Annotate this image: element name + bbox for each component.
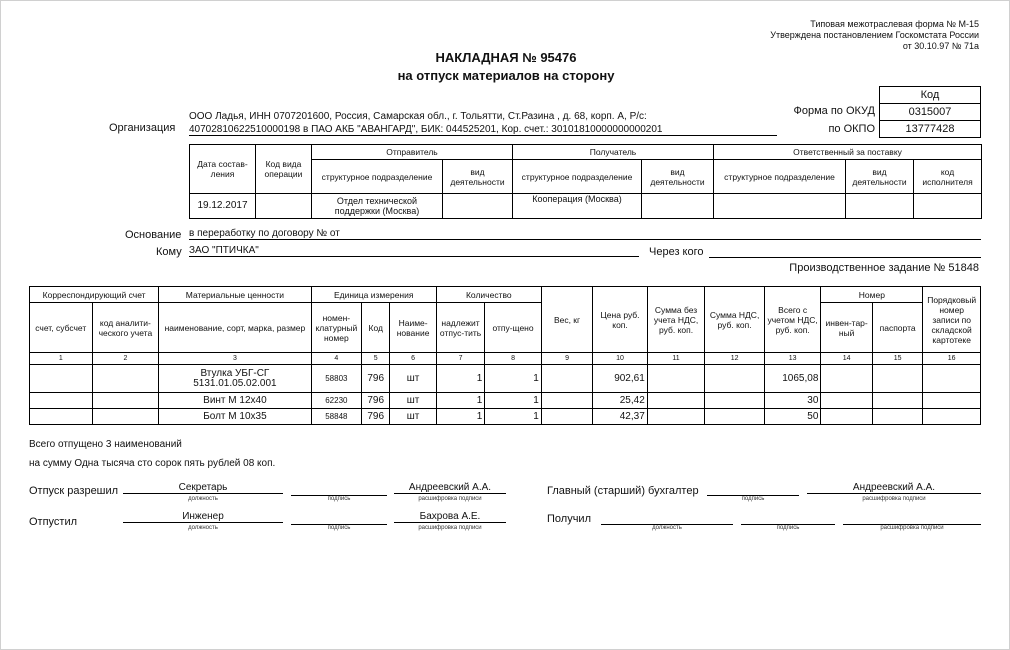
col-number: 3 <box>159 353 311 365</box>
materials-table <box>29 286 981 425</box>
row-weight <box>541 393 592 409</box>
caption-signature: подпись <box>776 525 800 531</box>
col-number: 6 <box>390 353 436 365</box>
op-code-value <box>256 194 312 219</box>
h-to-release: надлежит отпус-тить <box>436 303 484 353</box>
row-name: Болт М 10х35 <box>159 409 311 425</box>
chief-accountant-name: Андреевский А.А. <box>807 482 981 494</box>
released-label: Отпустил <box>29 516 78 528</box>
organization-line-2: 40702810622510000198 в ПАО АКБ "АВАНГАРД", БИК: 044525201, Кор. счет.: 30101810000000000201 <box>189 124 777 136</box>
table-row <box>30 393 981 409</box>
row-code: 796 <box>362 409 390 425</box>
row-price: 42,37 <box>593 409 648 425</box>
col-number: 16 <box>923 353 981 365</box>
caption-signature: подпись <box>327 496 351 502</box>
sender-activity-header: вид деятельности <box>443 160 513 194</box>
via-label: Через кого <box>649 246 704 258</box>
caption-decode: расшифровка подписи <box>880 525 944 531</box>
col-number: 1 <box>30 353 93 365</box>
h-sum-novat: Сумма без учета НДС, руб. коп. <box>647 287 705 353</box>
to-label: Кому <box>156 246 182 258</box>
organization-label: Организация <box>109 122 176 134</box>
row-price: 25,42 <box>593 393 648 409</box>
row-inv <box>821 365 872 393</box>
sender-header: Отправитель <box>312 145 513 160</box>
title-line-2: на отпуск материалов на сторону <box>397 68 615 83</box>
released-name: Бахрова А.Е. <box>394 511 506 523</box>
row-total: 1065,08 <box>764 365 821 393</box>
row-released: 1 <box>485 365 542 393</box>
row-sum-novat <box>647 365 705 393</box>
row-inv <box>821 409 872 425</box>
h-price: Цена руб. коп. <box>593 287 648 353</box>
col-number: 12 <box>705 353 765 365</box>
row-to-release: 1 <box>436 393 484 409</box>
date-value: 19.12.2017 <box>190 194 256 219</box>
row-price: 902,61 <box>593 365 648 393</box>
column-numbers-row <box>30 353 981 365</box>
receiver-unit-value: Кооперация (Москва) <box>513 194 642 219</box>
receiver-header: Получатель <box>513 145 714 160</box>
row-analytic <box>92 365 159 393</box>
row-code: 796 <box>362 393 390 409</box>
row-analytic <box>92 393 159 409</box>
summary-count: Всего отпущено 3 наименований <box>29 439 182 450</box>
row-weight <box>541 409 592 425</box>
h-vat: Сумма НДС, руб. коп. <box>705 287 765 353</box>
released-position: Инженер <box>123 511 283 523</box>
responsible-struct-header: структурное подразделение <box>714 160 846 194</box>
okud-label: Форма по ОКУД <box>793 105 875 117</box>
col-number: 7 <box>436 353 484 365</box>
form-line-2: Утверждена постановлением Госкомстата России <box>770 30 979 40</box>
okud-value: 0315007 <box>880 104 981 121</box>
sender-unit-value: Отдел технической поддержки (Москва) <box>312 194 443 219</box>
col-number: 10 <box>593 353 648 365</box>
row-inv <box>821 393 872 409</box>
col-number: 4 <box>311 353 361 365</box>
h-number: Номер <box>821 287 923 303</box>
row-sum-novat <box>647 393 705 409</box>
via-line <box>709 257 981 258</box>
date-header: Дата состав-ления <box>190 145 256 194</box>
h-material: Материальные ценности <box>159 287 311 303</box>
h-qty: Количество <box>436 287 541 303</box>
col-number: 5 <box>362 353 390 365</box>
responsible-activity-value <box>846 194 914 219</box>
h-code: Код <box>362 303 390 353</box>
caption-decode: расшифровка подписи <box>862 496 926 502</box>
row-account <box>30 409 93 425</box>
op-code-header: Код вида операции <box>256 145 312 194</box>
responsible-unit-value <box>714 194 846 219</box>
h-account: счет, субсчет <box>30 303 93 353</box>
row-passport <box>872 409 922 425</box>
row-passport <box>872 393 922 409</box>
row-total: 30 <box>764 393 821 409</box>
table-row <box>30 365 981 393</box>
row-total: 50 <box>764 409 821 425</box>
row-nomen: 58848 <box>311 409 361 425</box>
h-weight: Вес, кг <box>541 287 592 353</box>
row-account <box>30 393 93 409</box>
col-number: 11 <box>647 353 705 365</box>
row-sum-novat <box>647 409 705 425</box>
col-number: 13 <box>764 353 821 365</box>
col-number: 15 <box>872 353 922 365</box>
release-allowed-name: Андреевский А.А. <box>394 482 506 494</box>
row-vat <box>705 365 765 393</box>
h-nomen: номен-клатурный номер <box>311 303 361 353</box>
row-vat <box>705 409 765 425</box>
row-nomen: 58803 <box>311 365 361 393</box>
caption-signature: подпись <box>327 525 351 531</box>
responsible-activity-header: вид деятельности <box>846 160 914 194</box>
responsible-header: Ответственный за поставку <box>714 145 982 160</box>
row-vat <box>705 393 765 409</box>
code-box <box>879 86 981 138</box>
h-analytic: код аналити-ческого учета <box>92 303 159 353</box>
caption-position: должность <box>188 496 218 502</box>
row-weight <box>541 365 592 393</box>
row-passport <box>872 365 922 393</box>
col-number: 9 <box>541 353 592 365</box>
summary-amount: на сумму Одна тысяча сто сорок пять рублей 08 коп. <box>29 458 276 469</box>
row-to-release: 1 <box>436 409 484 425</box>
chief-accountant-label: Главный (старший) бухгалтер <box>547 485 699 497</box>
h-order: Порядковый номер записи по складской картотеке <box>923 287 981 353</box>
document-title <box>301 49 711 85</box>
row-nomen: 62230 <box>311 393 361 409</box>
executor-code-value <box>914 194 982 219</box>
row-name: Втулка УБГ-СГ 5131.01.05.02.001 <box>159 365 311 393</box>
row-order <box>923 409 981 425</box>
receiver-activity-header: вид деятельности <box>642 160 714 194</box>
h-corr: Корреспондирующий счет <box>30 287 159 303</box>
top-table <box>189 144 982 219</box>
release-allowed-label: Отпуск разрешил <box>29 485 119 497</box>
organization-line-1: ООО Ладья, ИНН 0707201600, Россия, Самарская обл., г. Тольятти, Ст.Разина , д. 68, корп. А, Р/с: <box>189 111 647 122</box>
basis-label: Основание <box>125 229 182 241</box>
sender-struct-header: структурное подразделение <box>312 160 443 194</box>
sender-activity-value <box>443 194 513 219</box>
okpo-value: 13777428 <box>880 121 981 138</box>
caption-decode: расшифровка подписи <box>418 525 482 531</box>
release-allowed-position: Секретарь <box>123 482 283 494</box>
receiver-struct-header: структурное подразделение <box>513 160 642 194</box>
receiver-activity-value <box>642 194 714 219</box>
row-to-release: 1 <box>436 365 484 393</box>
form-line-3: от 30.10.97 № 71а <box>902 41 979 51</box>
h-released: отпу-щено <box>485 303 542 353</box>
col-number: 8 <box>485 353 542 365</box>
table-row <box>30 409 981 425</box>
h-name: наименование, сорт, марка, размер <box>159 303 311 353</box>
row-released: 1 <box>485 393 542 409</box>
row-name: Винт М 12х40 <box>159 393 311 409</box>
row-unit: шт <box>390 365 436 393</box>
to-value: ЗАО "ПТИЧКА" <box>189 245 639 257</box>
col-number: 2 <box>92 353 159 365</box>
row-unit: шт <box>390 409 436 425</box>
caption-position: должность <box>652 525 682 531</box>
row-analytic <box>92 409 159 425</box>
code-header: Код <box>880 87 981 104</box>
production-task: Производственное задание № 51848 <box>789 262 979 274</box>
h-unit: Единица измерения <box>311 287 436 303</box>
row-order <box>923 365 981 393</box>
h-unitname: Наиме-нование <box>390 303 436 353</box>
row-released: 1 <box>485 409 542 425</box>
row-unit: шт <box>390 393 436 409</box>
h-inv: инвен-тар-ный <box>821 303 872 353</box>
okpo-label: по ОКПО <box>828 123 875 135</box>
received-label: Получил <box>547 513 591 525</box>
h-passport: паспорта <box>872 303 922 353</box>
title-line-1: НАКЛАДНАЯ № 95476 <box>435 50 577 65</box>
executor-code-header: код исполнителя <box>914 160 982 194</box>
basis-value: в переработку по договору № от <box>189 228 981 240</box>
row-account <box>30 365 93 393</box>
caption-position: должность <box>188 525 218 531</box>
row-code: 796 <box>362 365 390 393</box>
row-order <box>923 393 981 409</box>
form-info <box>679 19 979 52</box>
caption-decode: расшифровка подписи <box>418 496 482 502</box>
col-number: 14 <box>821 353 872 365</box>
h-total: Всего с учетом НДС, руб. коп. <box>764 287 821 353</box>
form-line-1: Типовая межотраслевая форма № М-15 <box>810 19 979 29</box>
caption-signature: подпись <box>741 496 765 502</box>
